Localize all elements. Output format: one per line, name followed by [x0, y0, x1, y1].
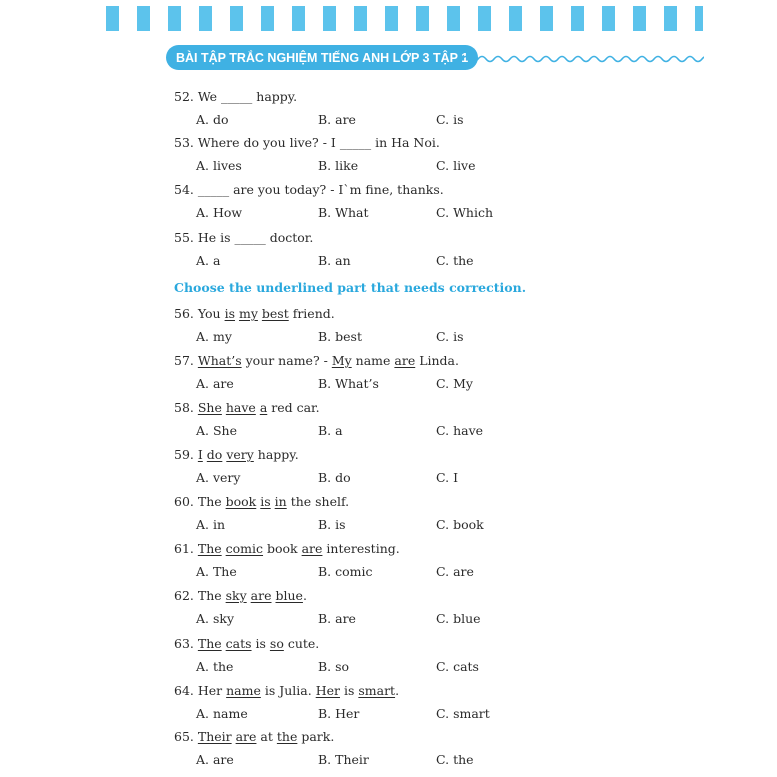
answer-option: B. best — [318, 329, 362, 344]
answer-option: C. My — [436, 376, 473, 391]
page-title-banner — [166, 45, 478, 70]
answer-option: B. like — [318, 158, 359, 173]
underlined-word: She — [197, 400, 222, 415]
underlined-word: comic — [225, 541, 264, 556]
answer-option: B. is — [318, 517, 346, 532]
underlined-word: a — [259, 400, 268, 415]
question-text — [174, 683, 399, 699]
underlined-word: very — [226, 447, 254, 462]
question-text-part: cute. — [283, 636, 320, 651]
question-text — [174, 494, 349, 510]
underlined-word: are — [250, 588, 272, 603]
underlined-word: name — [226, 683, 261, 698]
underlined-word: have — [225, 400, 256, 415]
answer-option: C. I — [436, 470, 459, 485]
question-text-part: 61. — [174, 541, 198, 556]
answer-option: C. the — [436, 253, 474, 268]
underlined-word: best — [261, 306, 289, 321]
question-text-part: at — [256, 729, 277, 744]
question-text-part: 63. — [174, 636, 198, 651]
question-text-part: is Julia. — [260, 683, 316, 698]
question-text-part: 58. — [174, 400, 198, 415]
answer-option: A. are — [196, 752, 234, 767]
answer-option: C. live — [436, 158, 476, 173]
answer-option: B. so — [318, 659, 350, 674]
underlined-word: What’s — [197, 353, 242, 368]
question-text — [174, 636, 319, 652]
answer-option: C. is — [436, 329, 464, 344]
underlined-word: blue — [275, 588, 303, 603]
question-text-part: 56. You — [174, 306, 225, 321]
question-text-part: your name? - — [241, 353, 332, 368]
question-text-part: interesting. — [322, 541, 400, 556]
underlined-word: are — [235, 729, 257, 744]
answer-option: A. very — [196, 470, 241, 485]
question-text-part: happy. — [253, 447, 299, 462]
question-text-part: 52. We _____ happy. — [174, 89, 298, 104]
question-text-part: friend. — [288, 306, 335, 321]
answer-option: C. book — [436, 517, 484, 532]
question-text-part: park. — [297, 729, 335, 744]
answer-option: A. name — [196, 706, 248, 721]
underlined-word: Her — [315, 683, 340, 698]
answer-option: B. are — [318, 112, 356, 127]
question-text-part: 53. Where do you live? - I _____ in Ha Noi. — [174, 135, 440, 150]
answer-option: A. How — [196, 205, 243, 220]
underlined-word: book — [225, 494, 257, 509]
answer-option: A. do — [196, 112, 229, 127]
answer-option: B. What — [318, 205, 369, 220]
question-text-part: name — [351, 353, 395, 368]
question-text — [174, 400, 320, 416]
question-text-part: book — [263, 541, 302, 556]
answer-option: A. the — [196, 659, 234, 674]
answer-option: B. an — [318, 253, 351, 268]
answer-option: C. are — [436, 564, 474, 579]
answer-option: C. blue — [436, 611, 481, 626]
answer-option: C. the — [436, 752, 474, 767]
question-text-part: 62. The — [174, 588, 226, 603]
underlined-word: the — [276, 729, 298, 744]
answer-option: B. comic — [318, 564, 373, 579]
answer-option: A. in — [196, 517, 226, 532]
answer-option: C. cats — [436, 659, 479, 674]
underlined-word: in — [274, 494, 287, 509]
question-text-part: 65. — [174, 729, 198, 744]
answer-option: B. do — [318, 470, 351, 485]
underlined-word: are — [394, 353, 416, 368]
question-text — [174, 89, 297, 105]
answer-option: B. Their — [318, 752, 369, 767]
answer-option: A. sky — [196, 611, 235, 626]
answer-option: A. a — [196, 253, 221, 268]
question-text-part: 54. _____ are you today? - I`m fine, thanks. — [174, 182, 444, 197]
decorative-stripe-border — [106, 6, 703, 31]
underlined-word: Their — [197, 729, 232, 744]
question-text-part: is — [339, 683, 359, 698]
underlined-word: My — [331, 353, 352, 368]
answer-option: A. lives — [196, 158, 242, 173]
answer-option: A. my — [196, 329, 232, 344]
underlined-word: do — [206, 447, 223, 462]
underlined-word: is — [224, 306, 235, 321]
underlined-word: cats — [225, 636, 252, 651]
answer-option: B. Her — [318, 706, 360, 721]
underlined-word: The — [197, 541, 222, 556]
question-text — [174, 729, 334, 745]
underlined-word: so — [269, 636, 284, 651]
question-text-part: 64. Her — [174, 683, 227, 698]
underlined-word: my — [238, 306, 258, 321]
underlined-word: The — [197, 636, 222, 651]
underlined-word: sky — [225, 588, 247, 603]
question-text — [174, 588, 307, 604]
question-text — [174, 353, 459, 369]
question-text — [174, 541, 400, 557]
question-text-part: is — [251, 636, 270, 651]
question-text — [174, 230, 313, 246]
question-text — [174, 447, 299, 463]
question-text-part: 57. — [174, 353, 198, 368]
underlined-word: smart — [358, 683, 396, 698]
question-text-part: 60. The — [174, 494, 226, 509]
question-text — [174, 306, 335, 322]
answer-option: A. The — [196, 564, 237, 579]
answer-option: B. What’s — [318, 376, 379, 391]
answer-option: C. Which — [436, 205, 494, 220]
question-text-part: 55. He is _____ doctor. — [174, 230, 314, 245]
question-text — [174, 135, 440, 151]
question-text-part: 59. — [174, 447, 198, 462]
underlined-word: are — [301, 541, 323, 556]
answer-option: C. is — [436, 112, 464, 127]
question-text-part: the shelf. — [286, 494, 350, 509]
answer-option: C. smart — [436, 706, 490, 721]
answer-option: A. She — [196, 423, 237, 438]
answer-option: C. have — [436, 423, 484, 438]
question-text-part: . — [302, 588, 307, 603]
answer-option: B. are — [318, 611, 356, 626]
underlined-word: I — [197, 447, 203, 462]
section-heading: Choose the underlined part that needs correction. — [174, 280, 527, 295]
wave-line-decoration — [462, 54, 704, 64]
answer-option: B. a — [318, 423, 343, 438]
answer-option: A. are — [196, 376, 234, 391]
question-text-part: . — [395, 683, 400, 698]
question-text — [174, 182, 444, 198]
underlined-word: is — [260, 494, 271, 509]
question-text-part: Linda. — [415, 353, 459, 368]
question-text-part: red car. — [267, 400, 320, 415]
page-title: BÀI TẬP TRẮC NGHIỆM TIẾNG ANH LỚP 3 TẬP 1 — [176, 50, 469, 65]
